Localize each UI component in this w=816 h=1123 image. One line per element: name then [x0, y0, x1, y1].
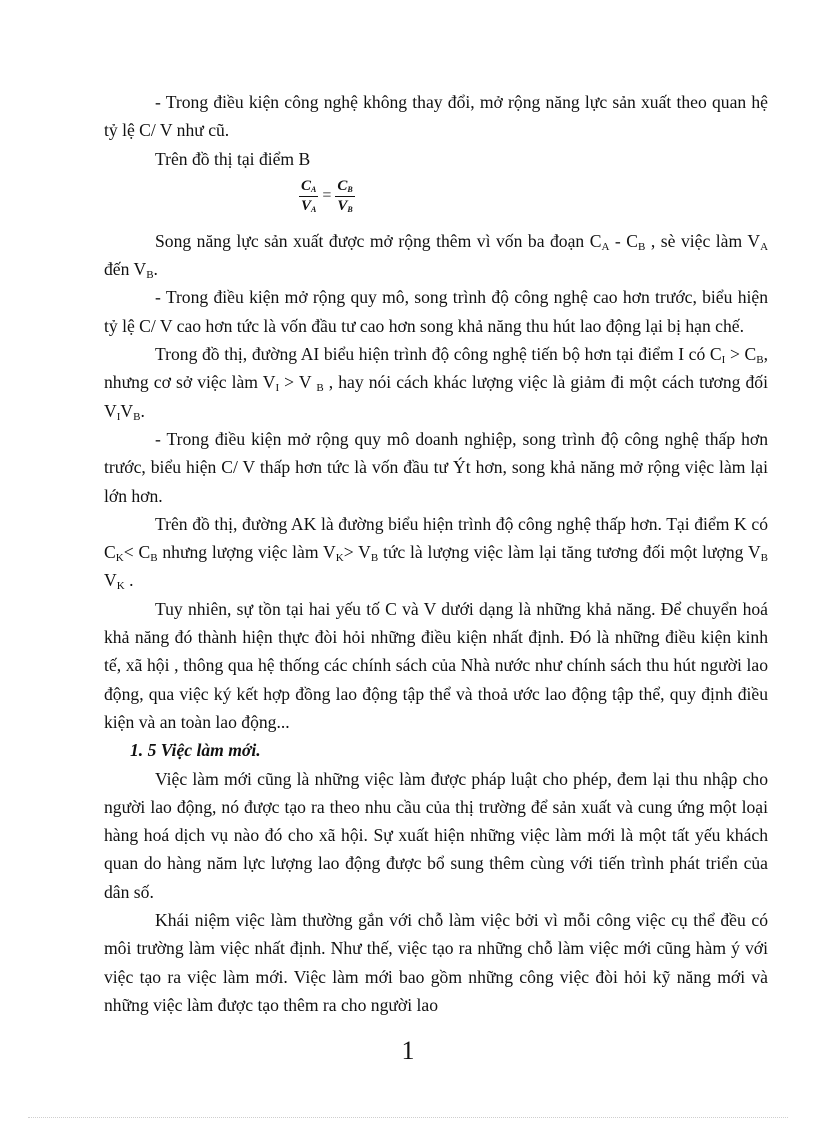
paragraph-6: - Trong điều kiện mở rộng quy mô doanh nghiệp, song trình độ công nghệ thấp hơn trước, biểu hiện C/ V thấp hơn tức là vốn đầu tư Ýt hơn, song khả năng mở rộng việc làm lại lớn hơn. [104, 428, 768, 506]
right-fraction: $\frac{C_B}{V_B}$ [337, 177, 353, 214]
paragraph-4: - Trong điều kiện mở rộng quy mô, song trình độ công nghệ cao hơn trước, biểu hiện tỷ lệ C/ V cao hơn tức là vốn đầu tư cao hơn song khả năng thu hút lao động lại bị hạn chế. [104, 287, 768, 336]
footer-divider [28, 1117, 788, 1118]
paragraph-5: Trong đồ thị, đường AI biểu hiện trình độ công nghệ tiến bộ hơn tại điểm I có $C_I > C_B$, nhưng cơ sở việc làm $V_I > V$ $_B$ , hay nói cách khác lượng việc là giảm đi một cách tương đối $V_IV_B$. [104, 344, 768, 423]
paragraph-10: Khái niệm việc làm thường gắn với chỗ làm việc bởi vì mỗi công việc cụ thể đều có môi trường làm việc nhất định. Như thế, việc tạo ra những chỗ làm việc mới cũng hàm ý với việc tạo ra việc làm mới. Việc làm mới bao gồm những công việc đòi hỏi kỹ năng mới và những việc làm được tạo thêm ra cho người lao [104, 910, 768, 1015]
equals-sign: = [322, 187, 332, 205]
paragraph-9: Việc làm mới cũng là những việc làm được pháp luật cho phép, đem lại thu nhập cho người lao động, nó được tạo ra theo nhu cầu của thị trường để sản xuất và cung ứng một loại hàng hoá dịch vụ nào đó cho xã hội. Sự xuất hiện những việc làm mới là một tất yếu khách quan do hàng năm lực lượng lao động được bổ sung thêm cùng với tiến trình phát triển của dân số. [104, 768, 768, 902]
left-fraction: $\frac{C_A}{V_A}$ [301, 177, 317, 214]
paragraph-7: Trên đồ thị, đường AK là đường biểu hiện trình độ công nghệ thấp hơn. Tại điểm K có $C_K< C_B$ nhưng lượng việc làm $V_K> V_B$ tức là lượng việc làm lại tăng tương đối một lượng $V_B$ $V_K$ . [104, 513, 769, 593]
formula-block [104, 173, 768, 227]
ratio-formula [299, 179, 355, 214]
document-body [104, 88, 768, 1019]
paragraph-3: Song năng lực sản xuất được mở rộng thêm vì vốn ba đoạn $C_A - C_B$ , sè việc làm $V_A$ đến $V_B$. [104, 230, 769, 282]
section-heading: 1. 5 Việc làm mới. [130, 740, 261, 761]
paragraph-2: Trên đồ thị tại điểm B [155, 148, 311, 169]
paragraph-1: - Trong điều kiện công nghệ không thay đổi, mở rộng năng lực sản xuất theo quan hệ tỷ lệ C/ V như cũ. [104, 92, 768, 141]
paragraph-8: Tuy nhiên, sự tồn tại hai yếu tố C và V dưới dạng là những khả năng. Để chuyển hoá khả năng đó thành hiện thực đòi hỏi những điều kiện nhất định. Đó là những điều kiện kinh tế, xã hội , thông qua hệ thống các chính sách của Nhà nước như chính sách thu hút người lao động, qua việc ký kết hợp đồng lao động tập thể và thoả ước lao động tập thể, quy định điều kiện và an toàn lao động... [104, 598, 768, 732]
page-number: 1 [401, 1036, 415, 1065]
